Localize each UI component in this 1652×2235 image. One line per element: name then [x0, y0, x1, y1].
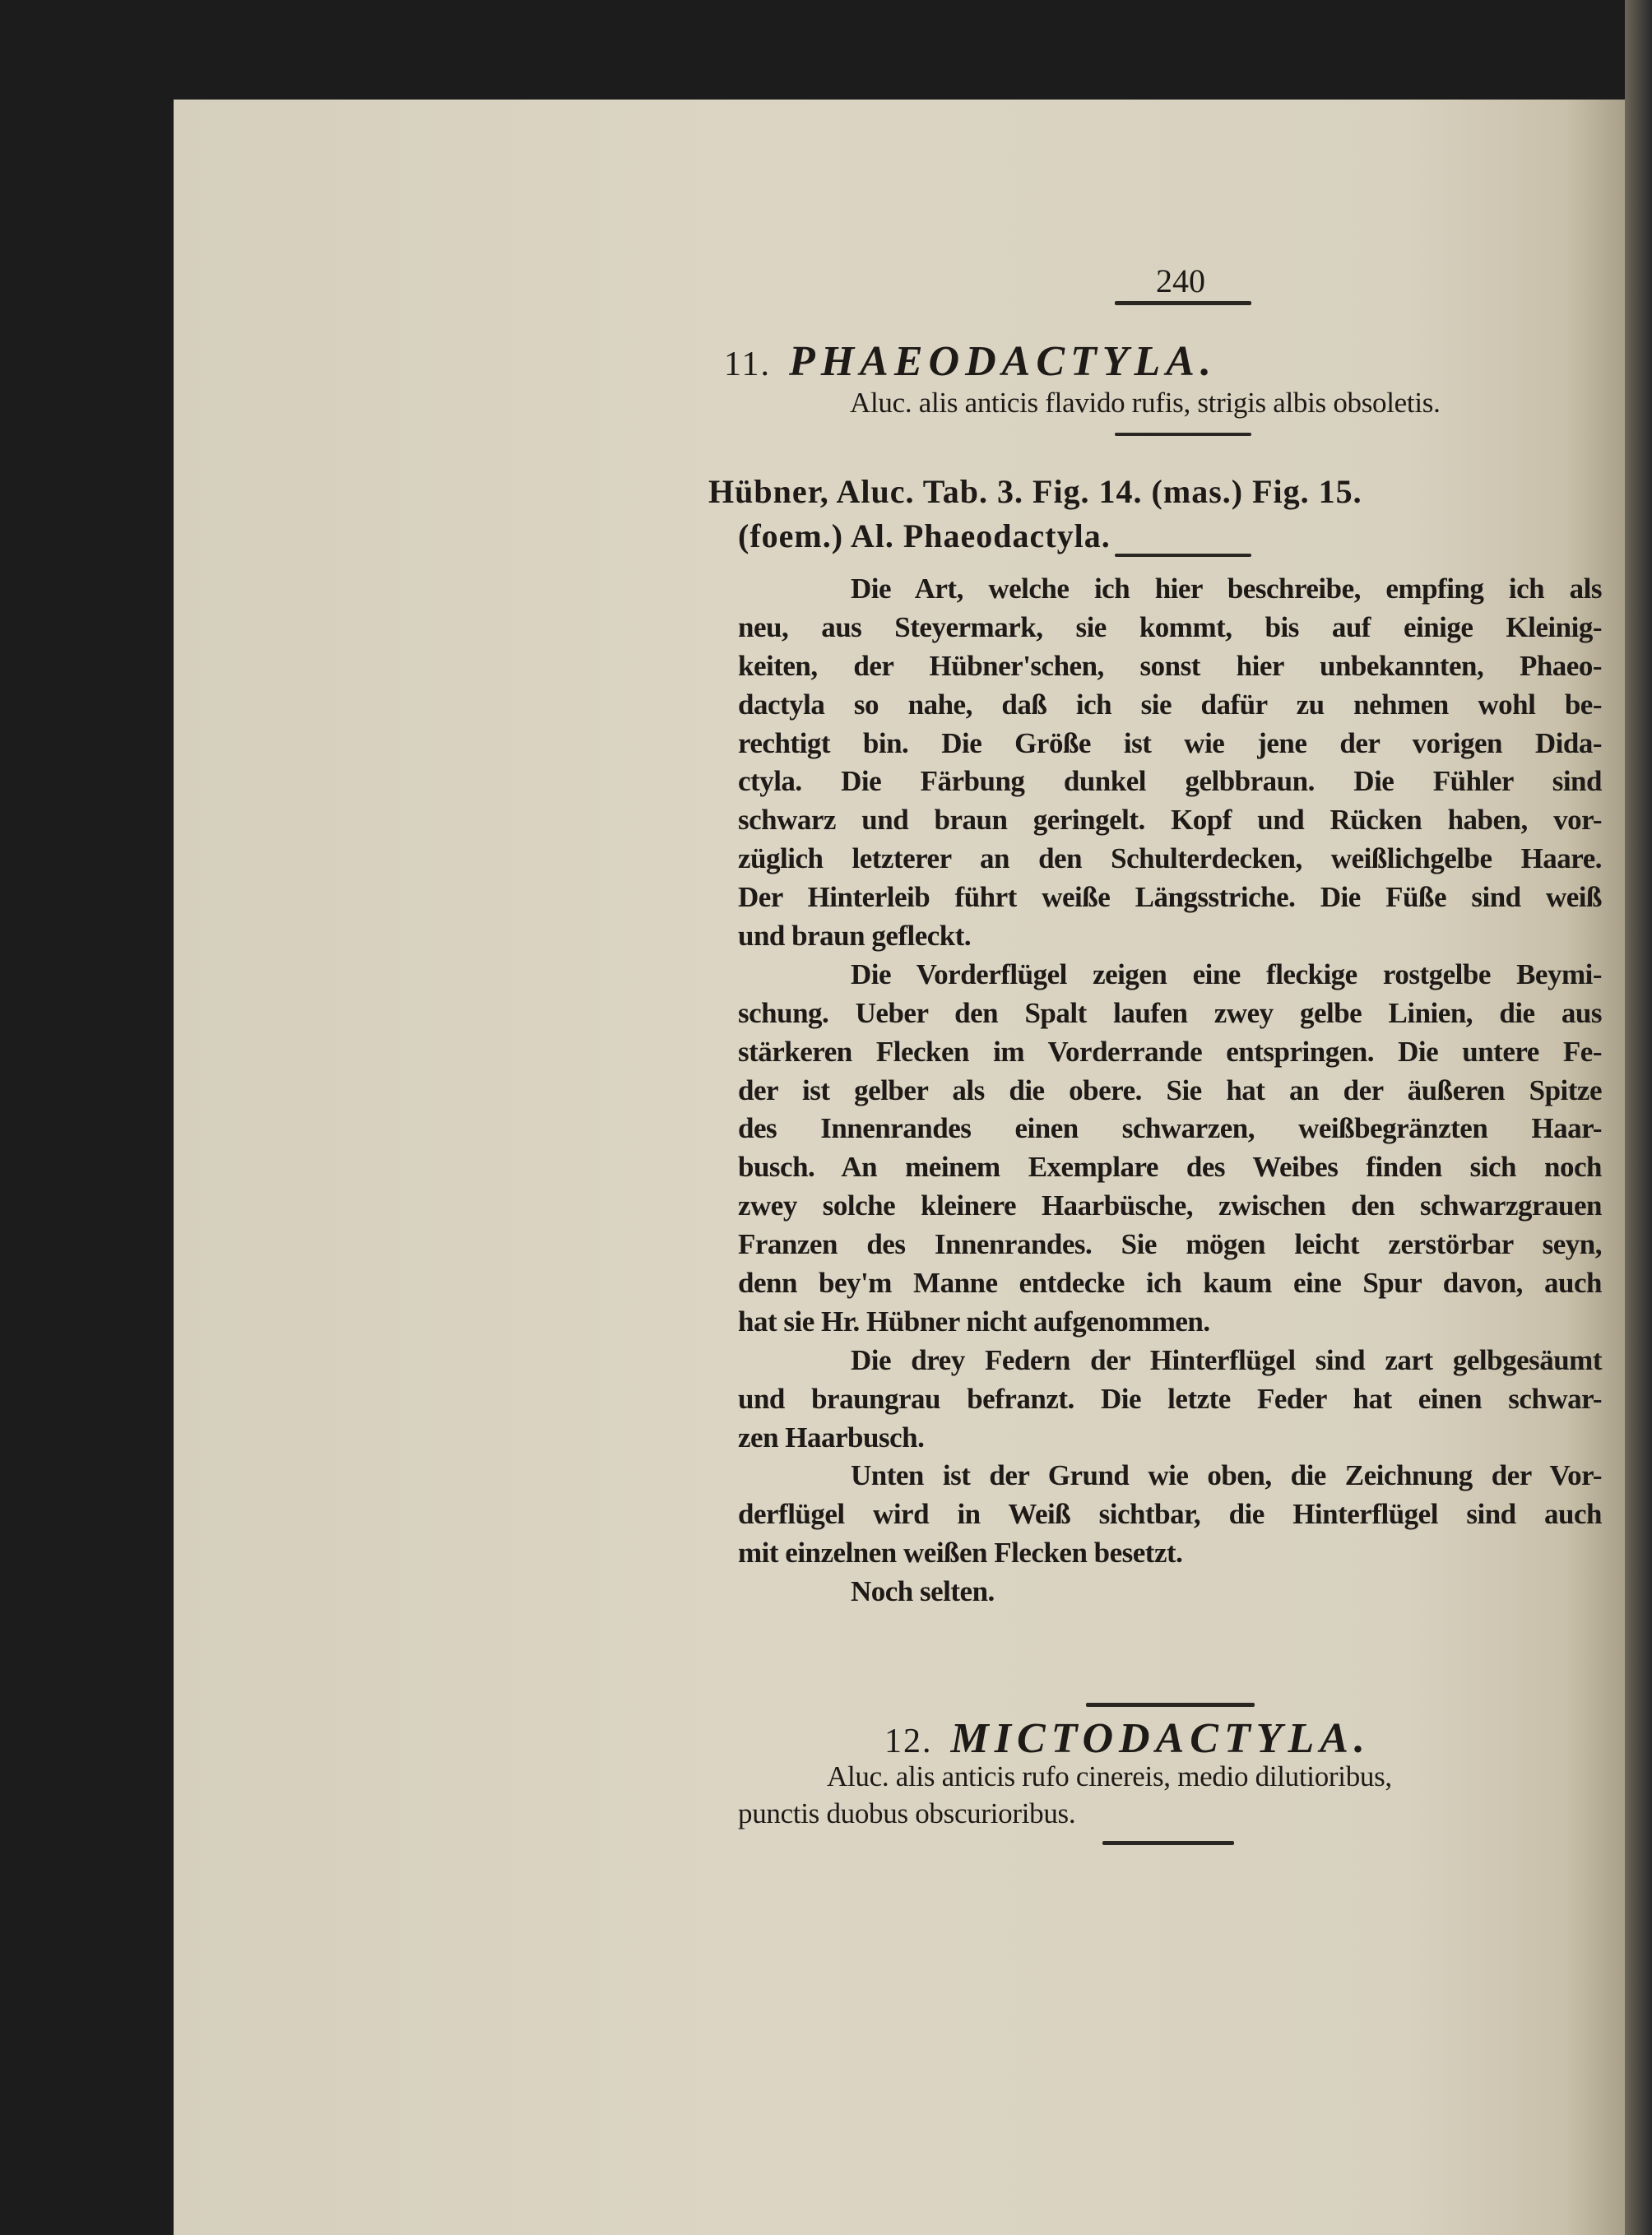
species-number: 11.	[724, 345, 771, 383]
species-name: MICTODACTYLA.	[950, 1715, 1371, 1762]
text-line: mit einzelnen weißen Flecken besetzt.	[738, 1537, 1183, 1570]
book-gutter	[1625, 0, 1652, 2235]
paragraph	[738, 570, 1602, 956]
reference-text: Hübner, Aluc. Tab. 3. Fig. 14. (mas.) Fig. 15.	[708, 473, 1362, 510]
text-line: Unten ist der Grund wie oben, die Zeichnung der Vor-	[851, 1459, 1602, 1492]
text-line: schung. Ueber den Spalt laufen zwey gelbe Linien, die aus	[738, 996, 1602, 1029]
paragraph	[738, 956, 1602, 1342]
paragraph	[738, 1573, 1602, 1611]
text-line: zwey solche kleinere Haarbüsche, zwischen den schwarzgrauen	[738, 1189, 1602, 1222]
species-name: PHAEODACTYLA.	[788, 338, 1217, 385]
text-line: und braun gefleckt.	[738, 920, 972, 953]
text-line: dactyla so nahe, daß ich sie dafür zu nehmen wohl be-	[738, 688, 1602, 721]
species-diagnosis: Aluc. alis anticis rufo cinereis, medio dilutioribus,	[827, 1760, 1392, 1792]
text-line: der ist gelber als die obere. Sie hat an der äußeren Spitze	[738, 1073, 1602, 1106]
body-text	[738, 570, 1602, 1611]
text-line: Der Hinterleib führt weiße Längsstriche. Die Füße sind weiß	[738, 881, 1602, 914]
divider-rule	[1086, 1703, 1255, 1707]
page-number: 240	[1156, 262, 1205, 299]
reference-text: (foem.) Al. Phaeodactyla.	[738, 517, 1111, 554]
text-line: schwarz und braun geringelt. Kopf und Rücken haben, vor-	[738, 804, 1602, 837]
divider-rule	[1102, 1841, 1234, 1845]
text-line: rechtigt bin. Die Größe ist wie jene der vorigen Dida-	[738, 726, 1602, 759]
text-line: stärkeren Flecken im Vorderrande entspringen. Die untere Fe-	[738, 1035, 1602, 1068]
text-line: busch. An meinem Exemplare des Weibes finden sich noch	[738, 1151, 1602, 1184]
divider-rule	[1115, 554, 1251, 557]
species-number: 12.	[884, 1723, 933, 1760]
divider-rule	[1115, 433, 1251, 436]
text-line: Die drey Federn der Hinterflügel sind zart gelbgesäumt	[851, 1343, 1602, 1376]
species-heading-12	[884, 1714, 1371, 1763]
text-line: Die Art, welche ich hier beschreibe, empfing ich als	[851, 573, 1602, 605]
text-line: derflügel wird in Weiß sichtbar, die Hinterflügel sind auch	[738, 1498, 1602, 1531]
paragraph	[738, 1457, 1602, 1573]
text-line: keiten, der Hübner'schen, sonst hier unbekannten, Phaeo-	[738, 649, 1602, 682]
text-line: Die Vorderflügel zeigen eine fleckige rostgelbe Beymi-	[851, 958, 1602, 990]
text-line: zen Haarbusch.	[738, 1421, 925, 1454]
species-heading-11	[724, 337, 1217, 386]
text-line: züglich letzterer an den Schulterdecken, weißlichgelbe Haare.	[738, 842, 1602, 875]
text-line: des Innenrandes einen schwarzen, weißbegränzten Haar-	[738, 1112, 1602, 1145]
text-line: neu, aus Steyermark, sie kommt, bis auf einige Kleinig-	[738, 610, 1602, 643]
reference-line	[738, 517, 1111, 555]
divider-rule	[1115, 301, 1251, 305]
text-line: ctyla. Die Färbung dunkel gelbbraun. Die Fühler sind	[738, 765, 1602, 798]
text-line: hat sie Hr. Hübner nicht aufgenommen.	[738, 1305, 1210, 1338]
species-diagnosis: Aluc. alis anticis flavido rufis, strigis albis obsoletis.	[850, 387, 1441, 419]
text-line: denn bey'm Manne entdecke ich kaum eine Spur davon, auch	[738, 1267, 1602, 1300]
text-line: und braungrau befranzt. Die letzte Feder hat einen schwar-	[738, 1382, 1602, 1415]
species-diagnosis: punctis duobus obscurioribus.	[738, 1797, 1076, 1829]
reference-line	[708, 472, 1362, 511]
paragraph	[738, 1342, 1602, 1458]
text-line: Noch selten.	[851, 1575, 995, 1608]
text-line: Franzen des Innenrandes. Sie mögen leicht zerstörbar seyn,	[738, 1228, 1602, 1261]
